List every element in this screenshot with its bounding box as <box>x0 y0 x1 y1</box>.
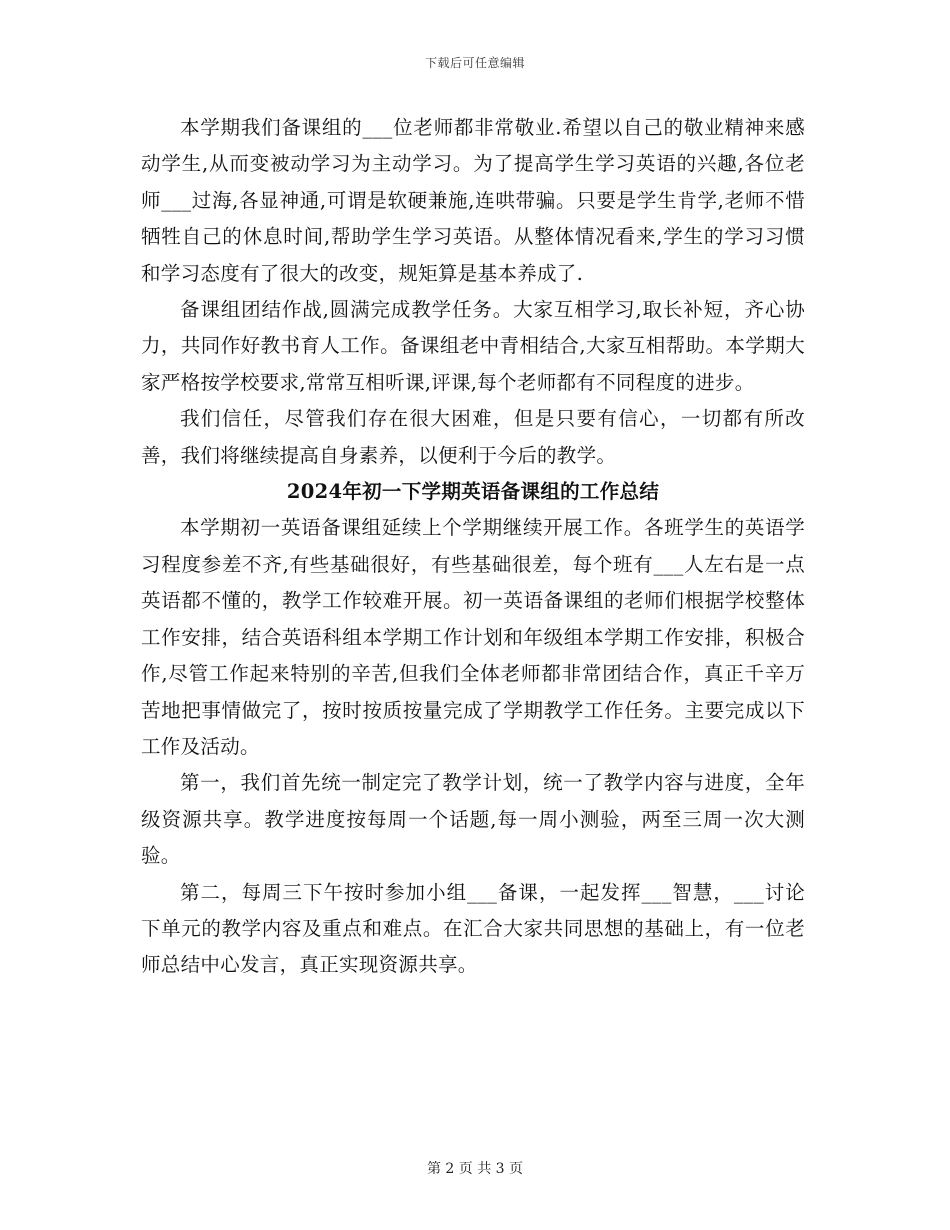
page-number: 第 2 页 共 3 页 <box>426 1161 524 1177</box>
paragraph: 我们信任，尽管我们存在很大困难，但是只要有信心，一切都有所改善，我们将继续提高自身素养，以便利于今后的教学。 <box>141 407 805 467</box>
paragraph: 备课组团结作战,圆满完成教学任务。大家互相学习,取长补短，齐心协力，共同作好教书育人工作。备课组老中青相结合,大家互相帮助。本学期大家严格按学校要求,常常互相听课,评课,每个老师都有不同程度的进步。 <box>141 298 805 394</box>
page-header: 下载后可任意编辑 <box>424 56 525 70</box>
paragraph: 第二，每周三下午按时参加小组___备课，一起发挥___智慧，___讨论下单元的教学内容及重点和难点。在汇合大家共同思想的基础上，有一位老师总结中心发言，真正实现资源共享。 <box>141 880 805 977</box>
paragraph: 本学期我们备课组的___位老师都非常敬业.希望以自己的敬业精神来感动学生,从而变被动学习为主动学习。为了提高学生学习英语的兴趣,各位老师___过海,各显神通,可谓是软硬兼施,连哄带骗。只要是学生肯学,老师不惜牺牲自己的休息时间,帮助学生学习英语。从整体情况看来,学生的学习习惯和学习态度有了很大的改变，规矩算是基本养成了. <box>141 116 805 285</box>
document-body <box>141 110 805 984</box>
paragraph: 本学期初一英语备课组延续上个学期继续开展工作。各班学生的英语学习程度参差不齐,有些基础很好，有些基础很差，每个班有___人左右是一点英语都不懂的，教学工作较难开展。初一英语备课组的老师们根据学校整体工作安排，结合英语科组本学期工作计划和年级组本学期工作安排，积极合作,尽管工作起来特别的辛苦,但我们全体老师都非常团结合作，真正千辛万苦地把事情做完了，按时按质按量完成了学期教学工作任务。主要完成以下工作及活动。 <box>141 516 805 758</box>
paragraph: 第一，我们首先统一制定完了教学计划，统一了教学内容与进度，全年级资源共享。教学进度按每周一个话题,每一周小测验，两至三周一次大测验。 <box>141 771 805 868</box>
section-title: 2024年初一下学期英语备课组的工作总结 <box>286 480 660 504</box>
